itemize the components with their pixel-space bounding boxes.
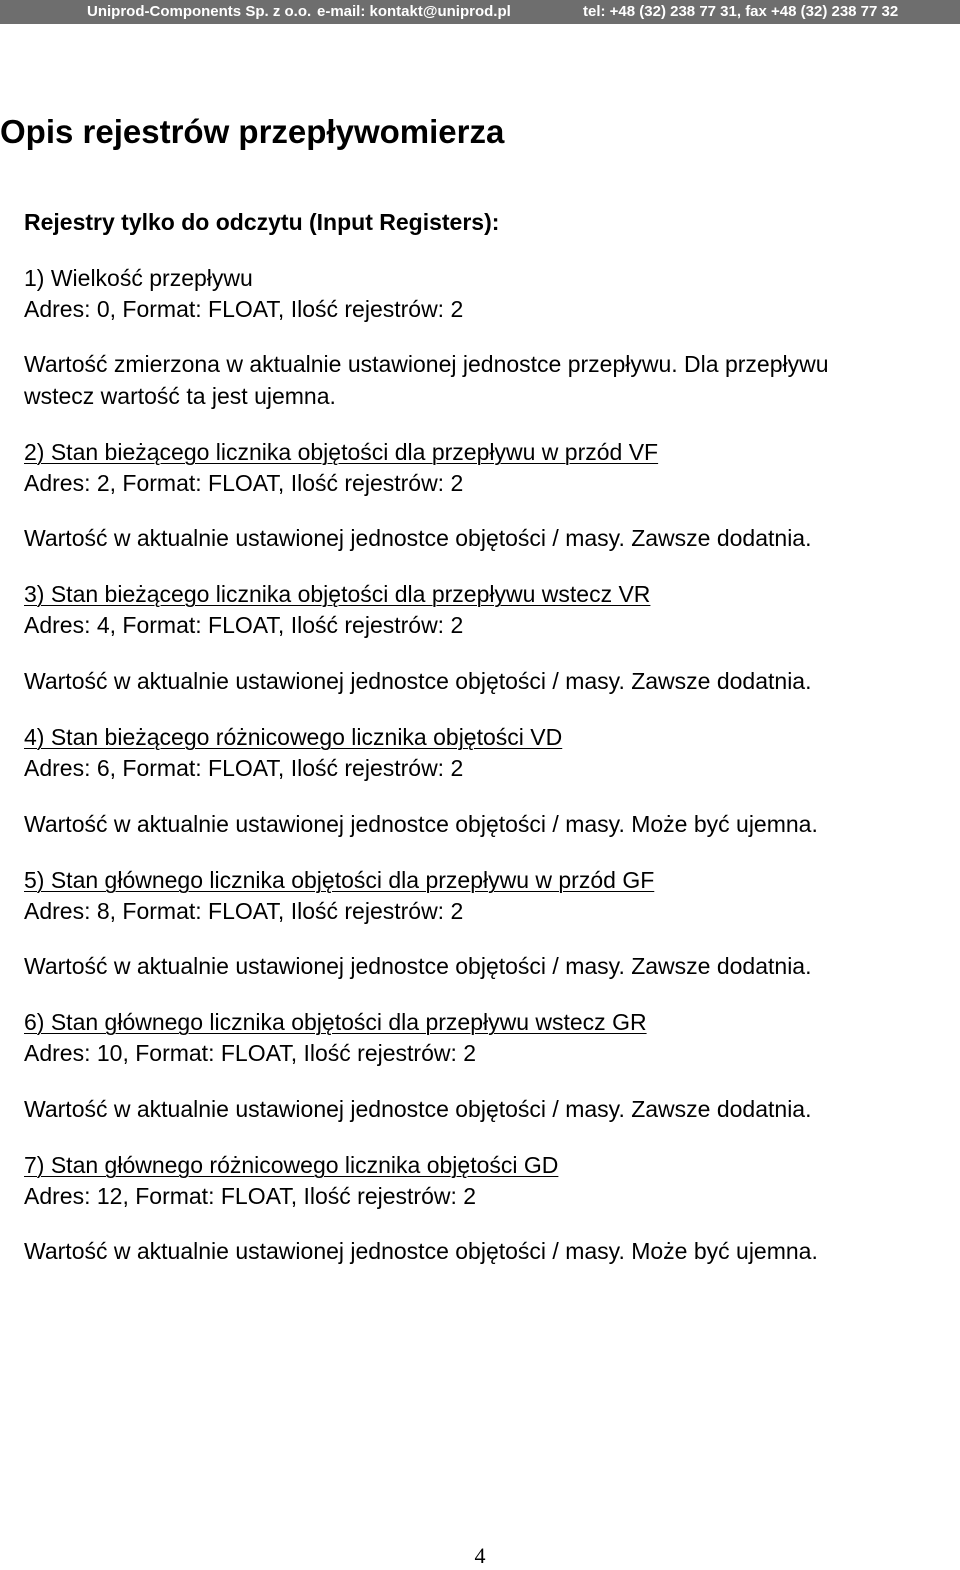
register-3-title: 3) Stan bieżącego licznika objętości dla przepływu wstecz VR <box>24 581 651 607</box>
document-header-bar <box>0 0 960 24</box>
register-4-description: Wartość w aktualnie ustawionej jednostce objętości / masy. Może być ujemna. <box>24 811 818 837</box>
register-5-description: Wartość w aktualnie ustawionej jednostce objętości / masy. Zawsze dodatnia. <box>24 953 812 979</box>
register-1-description-line-2: wstecz wartość ta jest ujemna. <box>24 383 336 409</box>
section-heading: Rejestry tylko do odczytu (Input Registers): <box>24 209 500 235</box>
register-7-title: 7) Stan głównego różnicowego licznika objętości GD <box>24 1152 559 1178</box>
register-1-description-line-1: Wartość zmierzona w aktualnie ustawionej jednostce przepływu. Dla przepływu <box>24 351 829 377</box>
register-4-title: 4) Stan bieżącego różnicowego licznika objętości VD <box>24 724 563 750</box>
register-3-address: Adres: 4, Format: FLOAT, Ilość rejestrów: 2 <box>24 612 464 638</box>
register-6-title: 6) Stan głównego licznika objętości dla przepływu wstecz GR <box>24 1009 647 1035</box>
page-title: Opis rejestrów przepływomierza <box>0 113 505 150</box>
header-company: Uniprod-Components Sp. z o.o. <box>87 3 312 20</box>
register-6-description: Wartość w aktualnie ustawionej jednostce objętości / masy. Zawsze dodatnia. <box>24 1096 812 1122</box>
register-1-address: Adres: 0, Format: FLOAT, Ilość rejestrów: 2 <box>24 296 464 322</box>
header-phone: tel: +48 (32) 238 77 31, fax +48 (32) 238 77 32 <box>583 3 899 20</box>
register-6-address: Adres: 10, Format: FLOAT, Ilość rejestrów: 2 <box>24 1040 477 1066</box>
register-2-title: 2) Stan bieżącego licznika objętości dla przepływu w przód VF <box>24 439 659 465</box>
register-7-description: Wartość w aktualnie ustawionej jednostce objętości / masy. Może być ujemna. <box>24 1238 818 1264</box>
register-2-description: Wartość w aktualnie ustawionej jednostce objętości / masy. Zawsze dodatnia. <box>24 525 812 551</box>
register-1-title: 1) Wielkość przepływu <box>24 265 253 291</box>
register-4-address: Adres: 6, Format: FLOAT, Ilość rejestrów: 2 <box>24 755 464 781</box>
header-email: e-mail: kontakt@uniprod.pl <box>317 3 511 20</box>
page-number: 4 <box>474 1543 486 1568</box>
register-5-address: Adres: 8, Format: FLOAT, Ilość rejestrów: 2 <box>24 898 464 924</box>
register-2-address: Adres: 2, Format: FLOAT, Ilość rejestrów: 2 <box>24 470 464 496</box>
register-3-description: Wartość w aktualnie ustawionej jednostce objętości / masy. Zawsze dodatnia. <box>24 668 812 694</box>
register-7-address: Adres: 12, Format: FLOAT, Ilość rejestrów: 2 <box>24 1183 477 1209</box>
register-5-title: 5) Stan głównego licznika objętości dla przepływu w przód GF <box>24 867 655 893</box>
